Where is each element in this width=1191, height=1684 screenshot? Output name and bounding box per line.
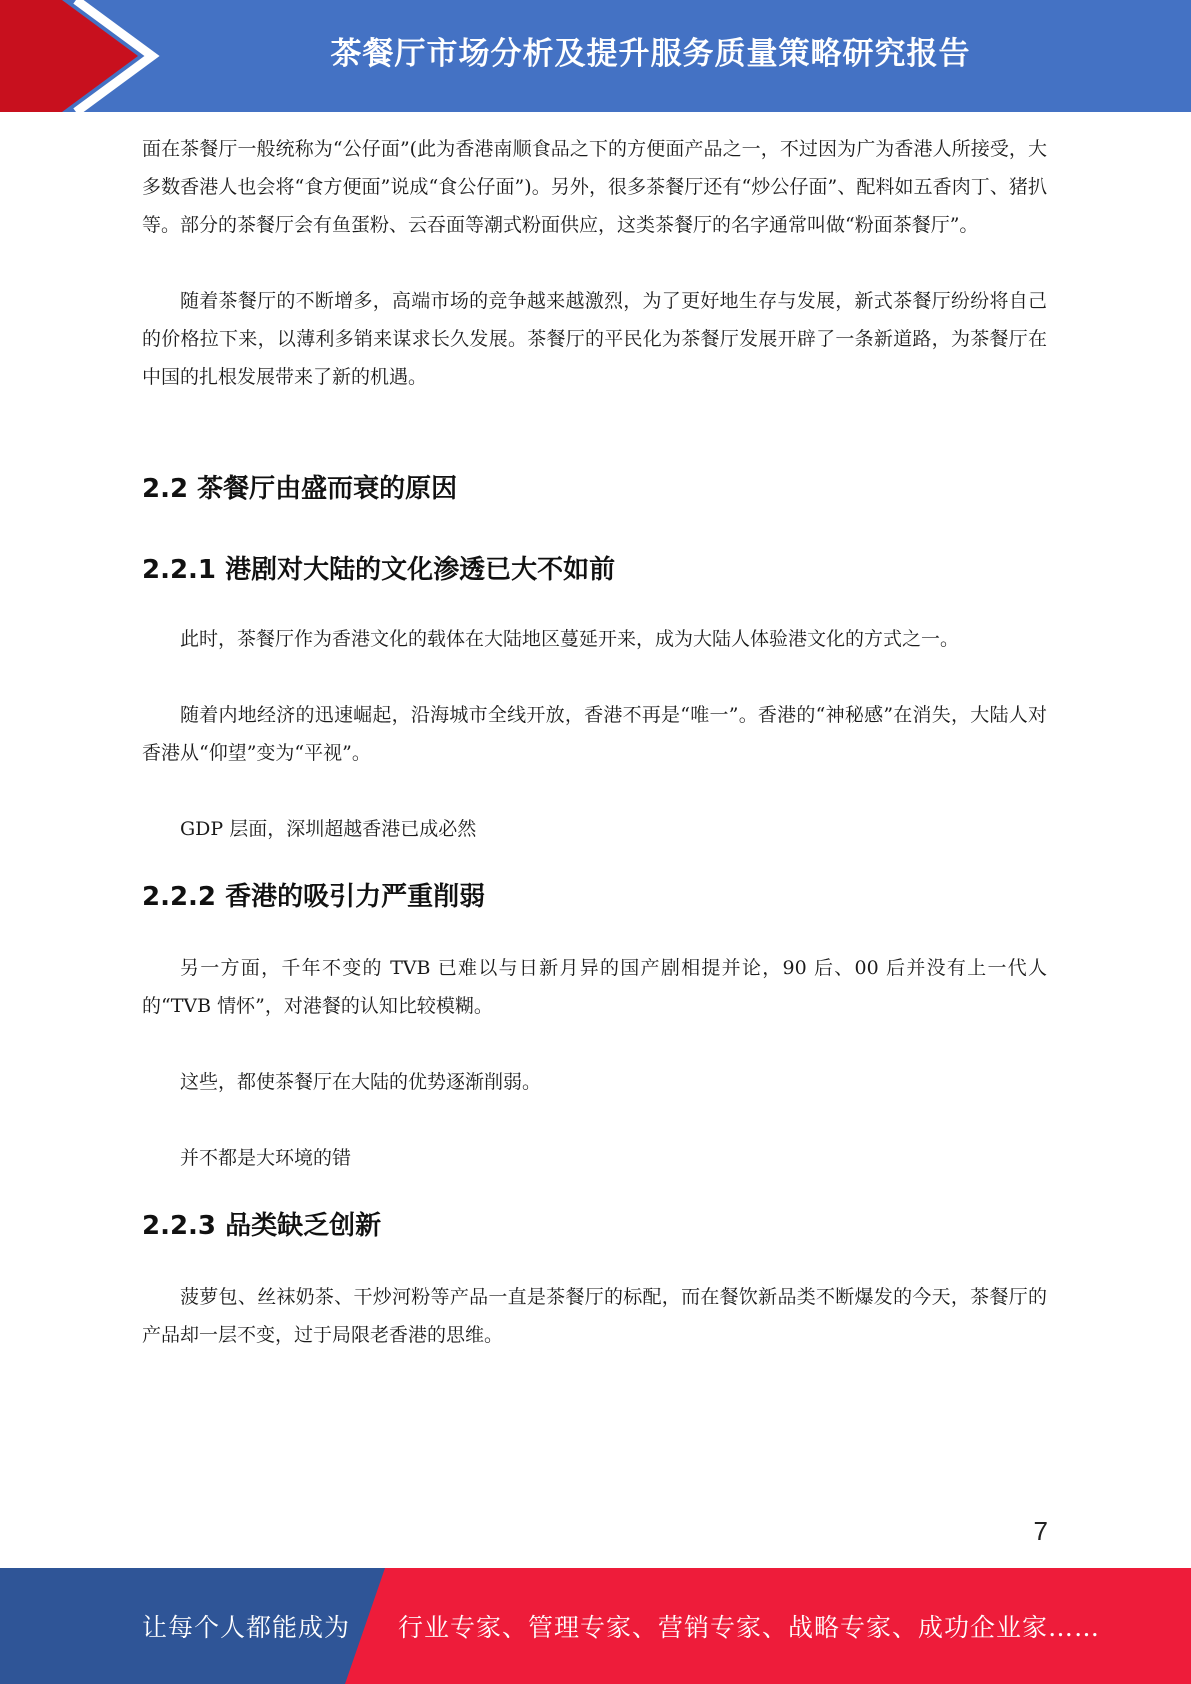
section-heading-2-2: 2.2 茶餐厅由盛而衰的原因: [142, 474, 458, 504]
section-heading-2-2-2: 2.2.2 香港的吸引力严重削弱: [142, 882, 486, 912]
header-red-chevron: [0, 0, 138, 112]
paragraph-not-environment: 并不都是大环境的错: [180, 1147, 352, 1169]
paragraph-culture-carrier: 此时，茶餐厅作为香港文化的载体在大陆地区蔓延开来，成为大陆人体验港文化的方式之一。: [180, 628, 960, 650]
paragraph-tvb: 另一方面，千年不变的 TVB 已难以与日新月异的国产剧相提并论，90 后、00 后并没有上一代人的“TVB 情怀”，对港餐的认知比较模糊。: [142, 957, 1047, 1017]
page-header: [0, 0, 1191, 112]
section-heading-2-2-1: 2.2.1 港剧对大陆的文化渗透已大不如前: [142, 555, 616, 585]
paragraph-gdp: GDP 层面，深圳超越香港已成必然: [180, 818, 477, 840]
paragraph-mainland-rise: 随着内地经济的迅速崛起，沿海城市全线开放，香港不再是“唯一”。香港的“神秘感”在消失，大陆人对香港从“仰望”变为“平视”。: [142, 704, 1047, 764]
paragraph-noodles: 面在茶餐厅一般统称为“公仔面”(此为香港南顺食品之下的方便面产品之一，不过因为广为香港人所接受，大多数香港人也会将“食方便面”说成“食公仔面”)。另外，很多茶餐厅还有“炒公仔面”、配料如五香肉丁、猪扒等。部分的茶餐厅会有鱼蛋粉、云吞面等潮式粉面供应，这类茶餐厅的名字通常叫做“粉面茶餐厅”。: [142, 138, 1047, 236]
paragraph-product-innovation: 菠萝包、丝袜奶茶、干炒河粉等产品一直是茶餐厅的标配，而在餐饮新品类不断爆发的今天，茶餐厅的产品却一层不变，过于局限老香港的思维。: [142, 1286, 1047, 1346]
page-footer: [0, 1568, 1191, 1684]
document-body: [142, 130, 1047, 1354]
section-heading-2-2-3: 2.2.3 品类缺乏创新: [142, 1211, 382, 1241]
paragraph-development: 随着茶餐厅的不断增多，高端市场的竞争越来越激烈，为了更好地生存与发展，新式茶餐厅纷纷将自己的价格拉下来，以薄利多销来谋求长久发展。茶餐厅的平民化为茶餐厅发展开辟了一条新道路，为茶餐厅在中国的扎根发展带来了新的机遇。: [142, 290, 1047, 388]
footer-slogan-right: 行业专家、管理专家、营销专家、战略专家、成功企业家……: [398, 1613, 1101, 1642]
footer-slogan-left: 让每个人都能成为: [142, 1613, 351, 1642]
report-title: 茶餐厅市场分析及提升服务质量策略研究报告: [330, 35, 971, 72]
page-number: 7: [1033, 1516, 1048, 1546]
paragraph-advantage-weaken: 这些，都使茶餐厅在大陆的优势逐渐削弱。: [180, 1071, 542, 1093]
